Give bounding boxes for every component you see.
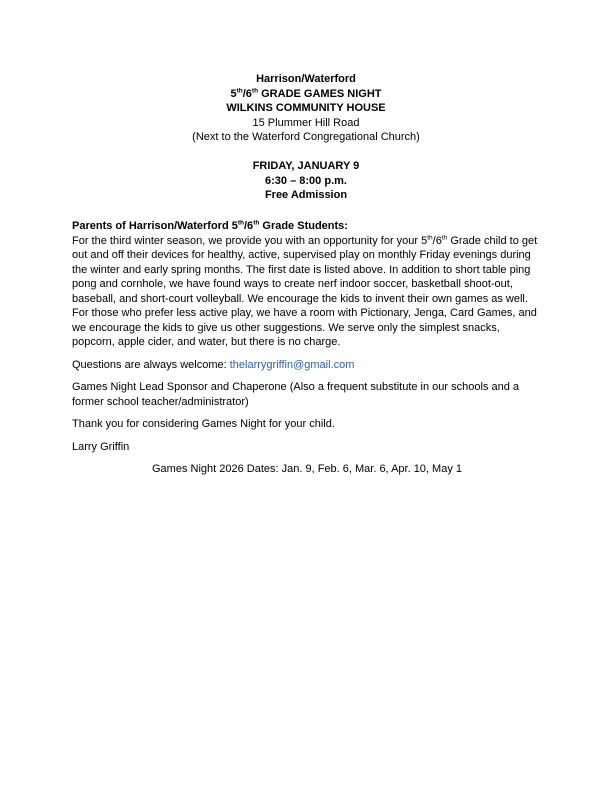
event-admission: Free Admission <box>264 189 348 201</box>
event-title: Harrison/Waterford <box>256 73 356 85</box>
event-time: 6:30 – 8:00 p.m. <box>265 174 347 187</box>
contact-email-link[interactable]: thelarrygriffin@gmail.com <box>229 358 355 371</box>
letter-body <box>72 219 542 477</box>
sponsor-line: Games Night Lead Sponsor and Chaperone (Also a frequent substitute in our schools and a former school teacher/administrator) <box>72 381 519 408</box>
event-grade-line: 5th/6th GRADE GAMES NIGHT <box>230 86 382 100</box>
thanks-line: Thank you for considering Games Night for your child. <box>72 418 335 430</box>
event-header <box>0 72 612 203</box>
questions-label: Questions are always welcome: <box>72 358 230 371</box>
event-location-note: (Next to the Waterford Congregational Church) <box>192 131 420 143</box>
event-venue: WILKINS COMMUNITY HOUSE <box>226 102 386 114</box>
intro-paragraph <box>72 219 542 350</box>
event-address: 15 Plummer Hill Road <box>252 116 360 129</box>
signature: Larry Griffin <box>72 440 130 453</box>
parents-heading: Parents of Harrison/Waterford 5th/6th Grade Students: <box>72 219 348 232</box>
program-description: For the third winter season, we provide you with an opportunity for your 5th/6th Grade child to get out and off their devices for healthy, active, supervised play on monthly Friday evenings during the winter and early spring months. The first date is listed above. In addition to short table ping pong and cornhole, we have found ways to create nerf indoor soccer, basketball shoot-out, baseball, and short-court volleyball. We encourage the kids to invent their own games as well. For those who prefer less active play, we have a room with Pictionary, Jenga, Card Games, and we encourage the kids to give us other suggestions. We serve only the simplest snacks, popcorn, apple cider, and water, but there is no charge. <box>72 233 538 348</box>
season-dates: Games Night 2026 Dates: Jan. 9, Feb. 6, Mar. 6, Apr. 10, May 1 <box>152 463 462 475</box>
event-date: FRIDAY, JANUARY 9 <box>252 160 360 172</box>
questions-line <box>72 358 542 373</box>
